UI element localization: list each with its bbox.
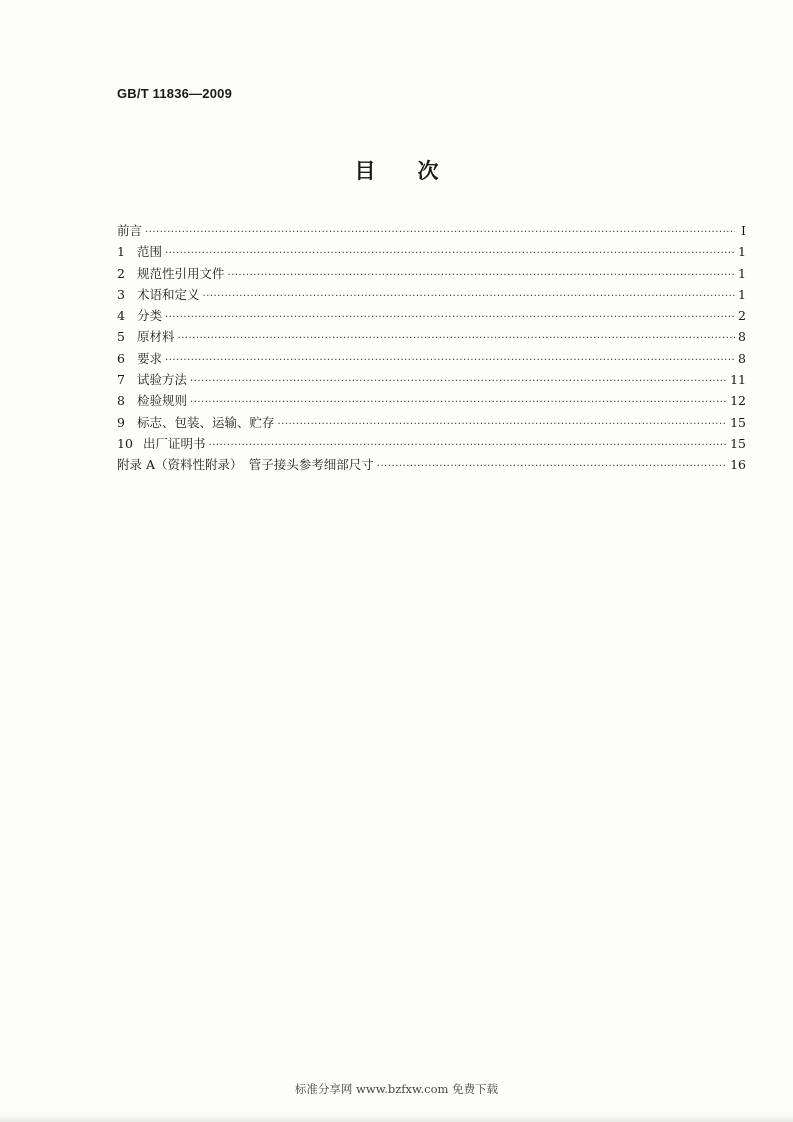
toc-entry-page: 1 <box>738 265 746 281</box>
dot-leader <box>165 312 735 326</box>
standard-code: GB/T 11836—2009 <box>117 86 233 101</box>
toc-entry-page: 1 <box>738 286 746 302</box>
toc-entry-3[interactable] <box>117 285 746 306</box>
dot-leader <box>228 270 735 284</box>
toc-entry-label: 规范性引用文件 <box>137 265 225 281</box>
dot-leader <box>165 248 735 262</box>
toc-entry-number: 4 <box>117 308 125 324</box>
toc-entry-label: 出厂证明书 <box>143 435 206 451</box>
dot-leader <box>178 333 735 347</box>
toc-entry-label: 检验规则 <box>137 393 188 409</box>
toc-entry-10[interactable] <box>117 434 746 455</box>
toc-entry-page: 15 <box>730 414 746 430</box>
toc-entry-number: 3 <box>117 286 125 302</box>
dot-leader <box>209 440 728 454</box>
toc-entry-number: 10 <box>117 435 133 451</box>
toc-entry-number: 9 <box>117 414 125 430</box>
dot-leader <box>145 227 735 241</box>
toc-entry-6[interactable] <box>117 349 746 370</box>
toc-entry-page: 16 <box>730 457 746 473</box>
toc-entry-number: 1 <box>117 244 125 260</box>
toc-entry-label: 标志、包装、运输、贮存 <box>137 414 275 430</box>
toc-entry-9[interactable] <box>117 413 746 434</box>
table-of-contents <box>117 221 746 477</box>
toc-entry-number: 8 <box>117 393 125 409</box>
toc-entry-7[interactable] <box>117 370 746 391</box>
dot-leader <box>377 461 727 475</box>
toc-entry-label: 附录 A（资料性附录） 管子接头参考细部尺寸 <box>117 457 374 473</box>
toc-entry-label: 范围 <box>137 244 163 260</box>
toc-entry-page: 15 <box>730 435 746 451</box>
dot-leader <box>165 355 735 369</box>
dot-leader <box>190 376 727 390</box>
toc-entry-number: 7 <box>117 372 125 388</box>
toc-entry-label: 要求 <box>137 350 163 366</box>
toc-entry-page: 1 <box>738 244 746 260</box>
toc-entry-label: 术语和定义 <box>137 286 200 302</box>
toc-entry-page: 11 <box>730 372 746 388</box>
watermark-footer: 标准分享网 www.bzfxw.com 免费下载 <box>294 1082 499 1096</box>
toc-entry-page: I <box>741 223 746 238</box>
dot-leader <box>190 397 727 411</box>
toc-entry-foreword[interactable] <box>117 221 746 242</box>
toc-entry-label: 试验方法 <box>137 372 188 388</box>
scan-edge-shadow <box>0 1114 793 1122</box>
toc-entry-1[interactable] <box>117 242 746 263</box>
toc-entry-number: 2 <box>117 265 125 281</box>
toc-entry-number: 6 <box>117 350 125 366</box>
toc-entry-page: 8 <box>738 329 746 345</box>
toc-title: 目 次 <box>354 158 439 183</box>
toc-entry-label: 分类 <box>137 308 163 324</box>
toc-entry-page: 8 <box>738 350 746 366</box>
toc-entry-page: 12 <box>730 393 746 409</box>
dot-leader <box>203 291 735 305</box>
toc-entry-2[interactable] <box>117 264 746 285</box>
toc-entry-label: 原材料 <box>137 329 175 345</box>
dot-leader <box>278 419 728 433</box>
toc-entry-annex-a[interactable] <box>117 455 746 476</box>
toc-entry-label: 前言 <box>117 223 143 238</box>
toc-entry-number: 5 <box>117 329 125 345</box>
toc-entry-page: 2 <box>738 308 746 324</box>
toc-entry-5[interactable] <box>117 327 746 348</box>
toc-entry-8[interactable] <box>117 391 746 412</box>
toc-entry-4[interactable] <box>117 306 746 327</box>
